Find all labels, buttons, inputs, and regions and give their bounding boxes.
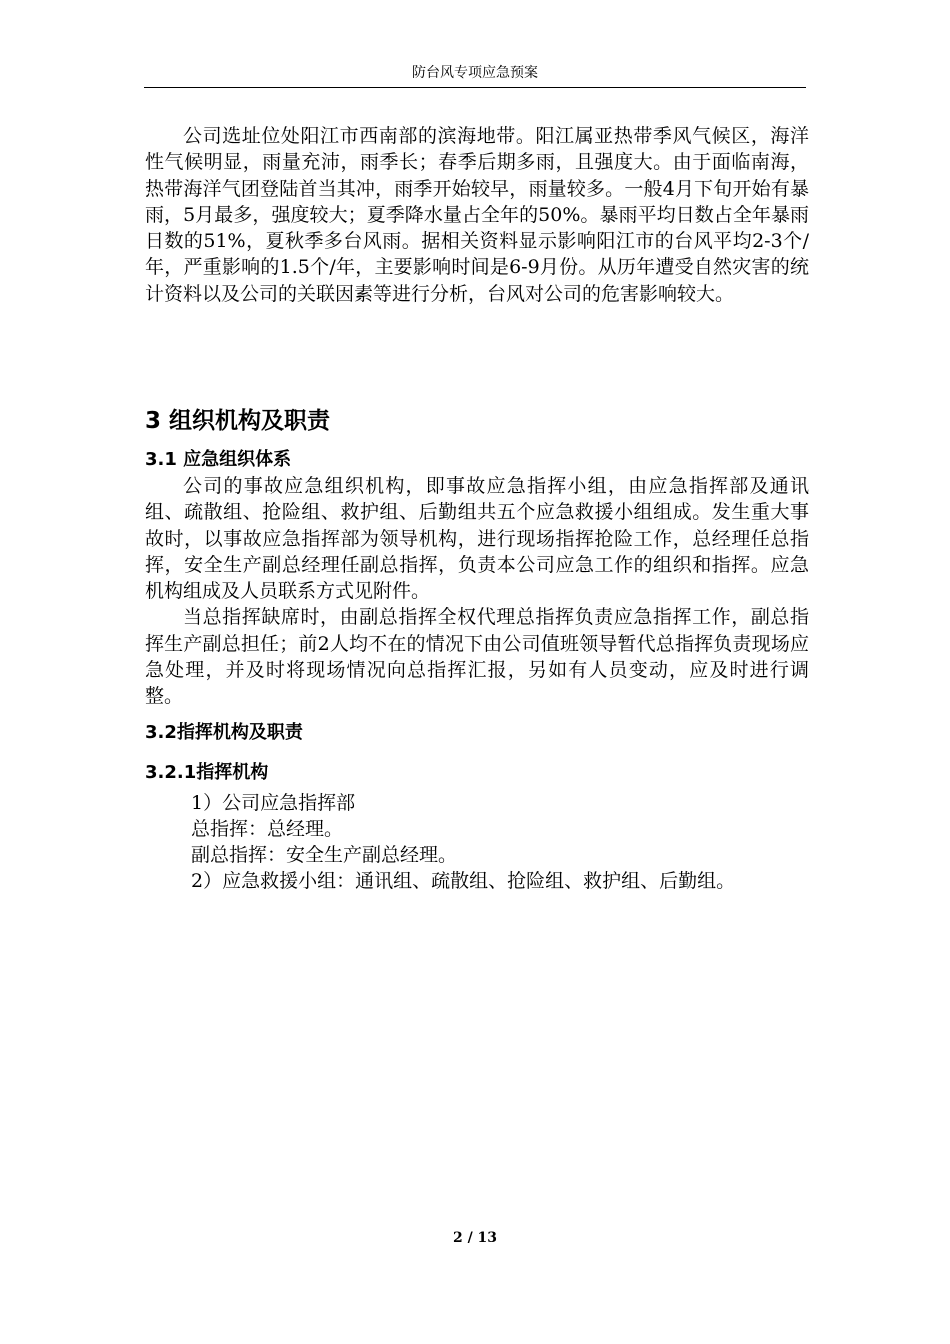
page-number: 2 / 13: [452, 1230, 498, 1246]
section-3-1-body: [145, 473, 809, 710]
list-item: 2）应急救援小组：通讯组、疏散组、抢险组、救护组、后勤组。: [191, 870, 736, 892]
section-3-1-paragraph: 公司的事故应急组织机构，即事故应急指挥小组，由应急指挥部及通讯组、疏散组、抢险组、救护组、后勤组共五个应急救援小组组成。发生重大事故时，以事故应急指挥部为领导机构，进行现场指挥抢险工作，总经理任总指挥，安全生产副总经理任副总指挥，负责本公司应急工作的组织和指挥。应急机构组成及人员联系方式见附件。: [145, 475, 809, 603]
section-3-1-paragraph: 当总指挥缺席时，由副总指挥全权代理总指挥负责应急指挥工作，副总指挥生产副总担任；前2人均不在的情况下由公司值班领导暂代总指挥负责现场应急处理，并及时将现场情况向总指挥汇报，另如有人员变动，应及时进行调整。: [145, 606, 809, 708]
command-structure-list: [191, 790, 735, 894]
chapter-heading: 3 组织机构及职责: [145, 408, 331, 434]
list-item: 总指挥：总经理。: [191, 818, 344, 840]
section-heading-3-2: 3.2指挥机构及职责: [145, 722, 303, 743]
intro-paragraph-text: 公司选址位处阳江市西南部的滨海地带。阳江属亚热带季风气候区，海洋性气候明显，雨量充沛，雨季长；春季后期多雨，且强度大。由于面临南海，热带海洋气团登陆首当其冲，雨季开始较早，雨量较多。一般4月下旬开始有暴雨，5月最多，强度较大；夏季降水量占全年的50%。暴雨平均日数占全年暴雨日数的51%，夏秋季多台风雨。据相关资料显示影响阳江市的台风平均2-3个/年，严重影响的1.5个/年，主要影响时间是6-9月份。从历年遭受自然灾害的统计资料以及公司的关联因素等进行分析，台风对公司的危害影响较大。: [145, 125, 809, 305]
intro-paragraph: [145, 123, 809, 307]
header-divider: [144, 87, 806, 88]
section-heading-3-1: 3.1 应急组织体系: [145, 449, 292, 470]
list-item: 1）公司应急指挥部: [191, 792, 356, 814]
section-heading-3-2-1: 3.2.1指挥机构: [145, 762, 269, 783]
list-item: 副总指挥：安全生产副总经理。: [191, 844, 458, 866]
page-header-title: 防台风专项应急预案: [412, 65, 538, 81]
